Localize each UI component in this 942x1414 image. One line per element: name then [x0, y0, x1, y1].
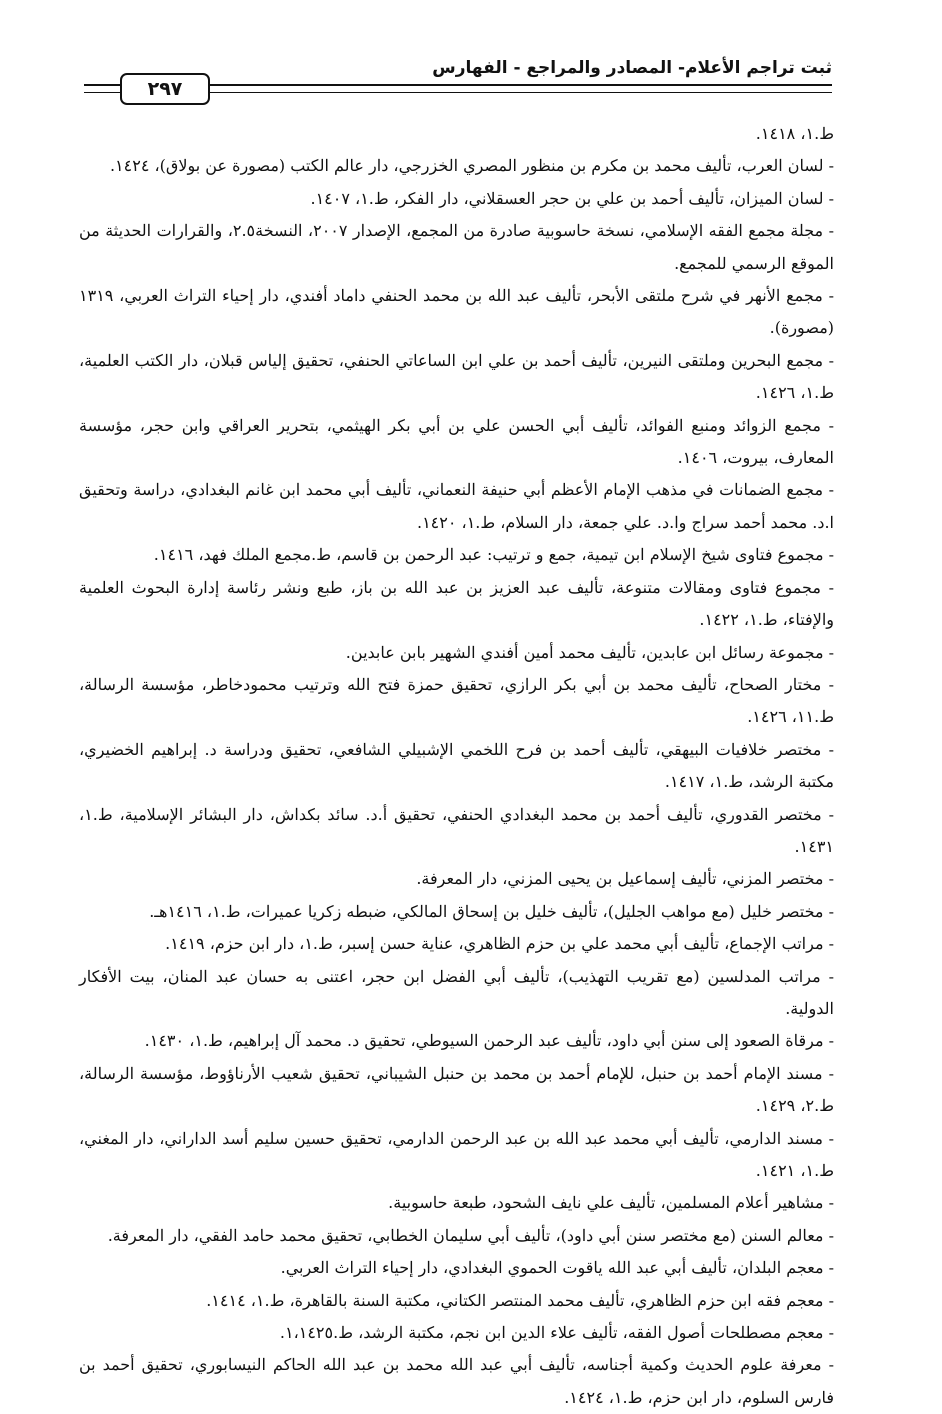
bibliography-entry: - مجلة مجمع الفقه الإسلامي، نسخة حاسوبية صادرة من المجمع، الإصدار ٢٠٠٧، النسخة٢.٥، والقرارات الحديثة من الموقع الرسمي للمجمع. [79, 221, 834, 273]
running-title: ثبت تراجم الأعلام- المصادر والمراجع - الفهارس [432, 58, 832, 78]
bibliography-entry: - مجموع فتاوى شيخ الإسلام ابن تيمية، جمع و ترتيب: عبد الرحمن بن قاسم، ط.مجمع الملك فهد، ١٤١٦. [153, 545, 834, 565]
bibliography-entry: - مجمع الأنهر في شرح ملتقى الأبحر، تأليف عبد الله بن محمد الحنفي داماد أفندي، دار إحياء التراث العربي، ١٣١٩ (مصورة). [79, 286, 835, 338]
bibliography-entry: - لسان الميزان، تأليف أحمد بن علي بن حجر العسقلاني، دار الفكر، ط.١، ١٤٠٧. [310, 188, 834, 208]
bibliography-entry: - مختار الصحاح، تأليف محمد بن أبي بكر الرازي، تحقيق حمزة فتح الله وترتيب محمودخاطر، مؤسسة الرسالة، ط.١١، ١٤٢٦. [79, 674, 834, 727]
bibliography-entry: - مجمع الضمانات في مذهب الإمام الأعظم أبي حنيفة النعماني، تأليف أبي محمد ابن غانم البغدادي، دراسة وتحقيق ا.د. محمد أحمد سراج وا.د. علي جمعة، دار السلام، ط.١، ١٤٢٠. [79, 480, 834, 532]
bibliography-entry: - مختصر خليل (مع مواهب الجليل)، تأليف خليل بن إسحاق المالكي، ضبطه زكريا عميرات، ط.١، ١٤١٦هـ. [149, 901, 834, 921]
bibliography-entry: - مسند الدارمي، تأليف أبي محمد عبد الله بن عبد الرحمن الدارمي، تحقيق حسين سليم أسد الداراني، دار المغني، ط.١، ١٤٢١. [79, 1128, 834, 1180]
bibliography-list [79, 118, 834, 1414]
bibliography-entry: - مجموع فتاوى ومقالات متنوعة، تأليف عبد العزيز بن عبد الله بن باز، طبع ونشر رئاسة إدارة البحوث العلمية والإفتاء، ط.١، ١٤٢٢. [79, 577, 834, 630]
bibliography-entry: - معرفة علوم الحديث وكمية أجناسه، تأليف أبي عبد الله محمد بن عبد الله الحاكم النيسابوري، تحقيق أحمد بن فارس السلوم، دار ابن حزم، ط.١، ١٤٢٤. [79, 1355, 834, 1407]
bibliography-entry: - مسند الإمام أحمد بن حنبل، للإمام أحمد بن محمد بن حنبل الشيباني، تحقيق شعيب الأرناؤوط، مؤسسة الرسالة، ط.٢، ١٤٢٩. [79, 1063, 834, 1116]
bibliography-entry: - مختصر القدوري، تأليف أحمد بن محمد البغدادي الحنفي، تحقيق أ.د. سائد بكداش، دار البشائر الإسلامية، ط.١، ١٤٣١. [79, 804, 834, 856]
bibliography-entry: - مجمع البحرين وملتقى النيرين، تأليف أحمد بن علي ابن الساعاتي الحنفي، تحقيق إلياس قبلان، دار الكتب العلمية، ط.١، ١٤٢٦. [79, 350, 834, 403]
bibliography-entry: - مجمع الزوائد ومنبع الفوائد، تأليف أبي الحسن علي بن أبي بكر الهيثمي، بتحرير العراقي وابن حجر، مؤسسة المعارف، بيروت، ١٤٠٦. [79, 415, 834, 468]
bibliography-entry: - مجموعة رسائل ابن عابدين، تأليف محمد أمين أفندي الشهير بابن عابدين. [345, 642, 834, 662]
bibliography-entry: - مختصر خلافيات البيهقي، تأليف أحمد بن فرح اللخمي الإشبيلي الشافعي، تحقيق ودراسة د. إبراهيم الخضيري، مكتبة الرشد، ط.١، ١٤١٧. [79, 739, 834, 792]
bibliography-entry: - معجم البلدان، تأليف أبي عبد الله ياقوت الحموي البغدادي، دار إحياء التراث العربي. [280, 1258, 834, 1278]
page-header [84, 52, 832, 104]
bibliography-entry: - مراتب المدلسين (مع تقريب التهذيب)، تأليف أبي الفضل ابن حجر، اعتنى به حسان عبد المنان، بيت الأفكار الدولية. [79, 966, 834, 1018]
page-number: ٢٩٧ [120, 73, 210, 105]
bibliography-entry: - مشاهير أعلام المسلمين، تأليف علي نايف الشحود، طبعة حاسوبية. [388, 1193, 834, 1213]
bibliography-entry: ط.١، ١٤١٨. [755, 124, 834, 143]
bibliography-entry: - معجم فقه ابن حزم الظاهري، تأليف محمد المنتصر الكتاني، مكتبة السنة بالقاهرة، ط.١، ١٤١٤. [206, 1290, 834, 1310]
bibliography-entry: - معالم السنن (مع مختصر سنن أبي داود)، تأليف أبي سليمان الخطابي، تحقيق محمد حامد الفقي، دار المعرفة. [107, 1225, 834, 1245]
bibliography-entry: - مختصر المزني، تأليف إسماعيل بن يحيى المزني، دار المعرفة. [416, 869, 834, 889]
bibliography-entry: - لسان العرب، تأليف محمد بن مكرم بن منظور المصري الخزرجي، دار عالم الكتب (مصورة عن بولاق)، ١٤٢٤. [109, 156, 834, 176]
bibliography-entry: - معجم مصطلحات أصول الفقه، تأليف علاء الدين ابن نجم، مكتبة الرشد، ط.١،١٤٢٥. [279, 1323, 834, 1343]
bibliography-entry: - مراتب الإجماع، تأليف أبي محمد علي بن حزم الظاهري، عناية حسن إسبر، ط.١، دار ابن حزم، ١٤١٩. [165, 934, 834, 954]
bibliography-entry: - مرقاة الصعود إلى سنن أبي داود، تأليف عبد الرحمن السيوطي، تحقيق د. محمد آل إبراهيم، ط.١، ١٤٣٠. [144, 1031, 834, 1051]
